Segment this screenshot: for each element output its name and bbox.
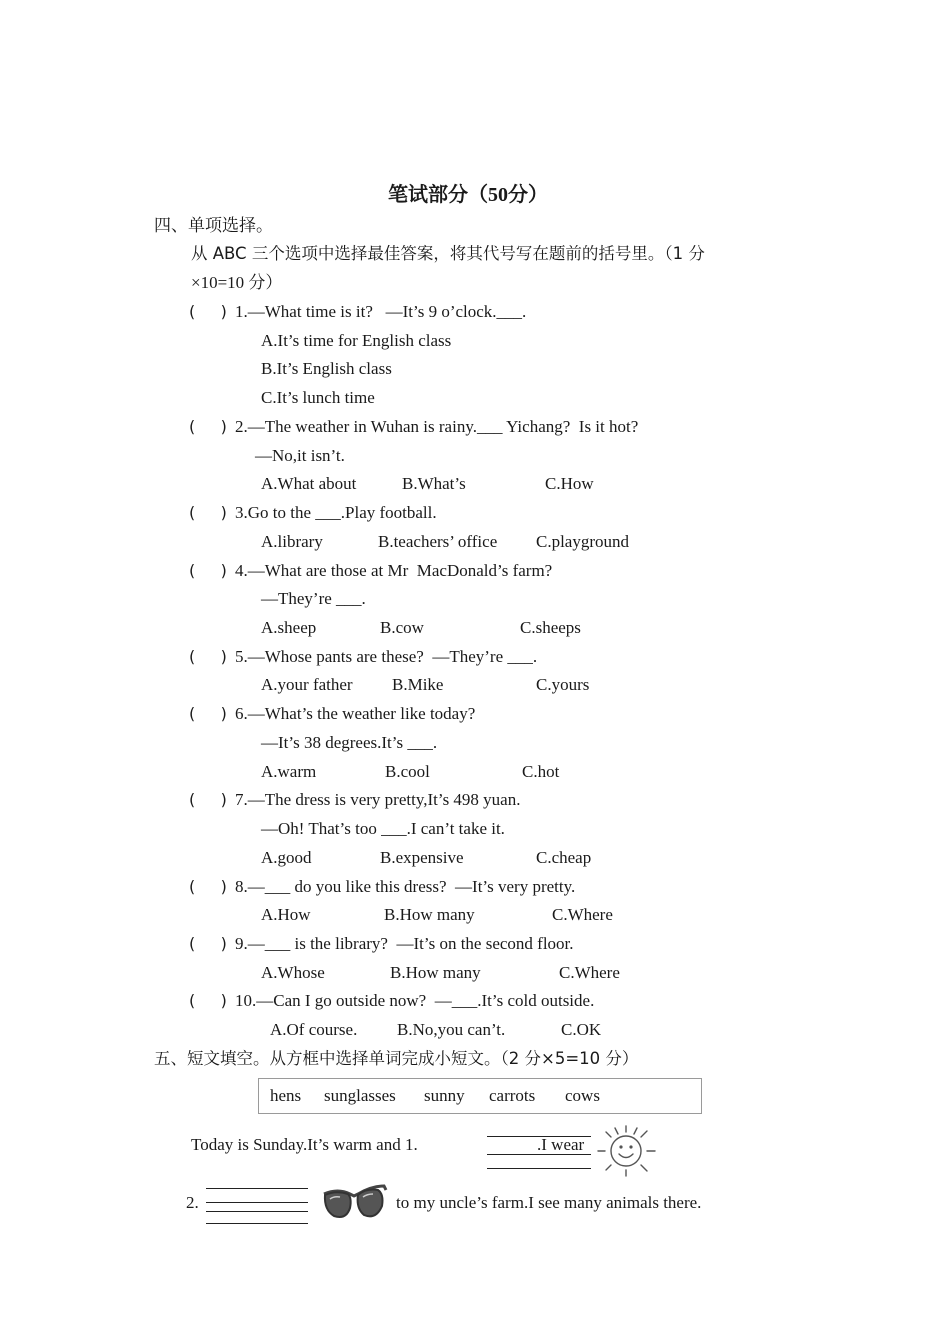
word-bank-item: sunny: [424, 1086, 465, 1105]
question-5: 5.—Whose pants are these? —They’re ___.: [235, 647, 538, 666]
q2-option-c: C.How: [545, 474, 594, 493]
q6-option-a: A.warm: [261, 762, 317, 781]
q6-option-c: C.hot: [522, 762, 560, 781]
q3-option-b: B.teachers’ office: [378, 532, 498, 551]
question-6-reply: —It’s 38 degrees.It’s ___.: [261, 733, 438, 752]
answer-paren-3[interactable]: ( ): [189, 503, 227, 522]
word-bank-item: sunglasses: [324, 1086, 396, 1105]
page-title: 笔试部分（50分）: [388, 184, 548, 206]
word-bank-item: carrots: [489, 1086, 536, 1105]
q4-option-b: B.cow: [380, 618, 424, 637]
q8-option-c: C.Where: [552, 905, 613, 924]
answer-paren-4[interactable]: ( ): [189, 561, 227, 580]
q3-option-c: C.playground: [536, 532, 630, 551]
answer-paren-5[interactable]: ( ): [189, 647, 227, 666]
answer-paren-8[interactable]: ( ): [189, 877, 227, 896]
passage-line-1: Today is Sunday.It’s warm and 1.: [191, 1135, 418, 1154]
q1-option-a: A.It’s time for English class: [261, 331, 452, 350]
section5-heading: 五、短文填空。从方框中选择单词完成小短文。（2 分×5=10 分）: [154, 1049, 639, 1068]
word-bank-item: hens: [270, 1086, 302, 1105]
question-2-reply: —No,it isn’t.: [255, 446, 345, 465]
section4-instruction-line1: 从 ABC 三个选项中选择最佳答案，将其代号写在题前的括号里。（1 分: [191, 244, 705, 263]
question-6: 6.—What’s the weather like today?: [235, 704, 476, 723]
sunglasses-icon: [320, 1180, 388, 1224]
section4-instruction-line2: ×10=10 分）: [191, 273, 283, 292]
q1-option-b: B.It’s English class: [261, 359, 392, 378]
answer-paren-1[interactable]: ( ): [189, 302, 227, 321]
question-10: 10.—Can I go outside now? —___.It’s cold outside.: [235, 991, 595, 1010]
passage-line-2: to my uncle’s farm.I see many animals there.: [396, 1193, 702, 1212]
question-9: 9.—___ is the library? —It’s on the second floor.: [235, 934, 574, 953]
q2-option-b: B.What’s: [402, 474, 466, 493]
q9-option-c: C.Where: [559, 963, 620, 982]
q10-option-b: B.No,you can’t.: [397, 1020, 506, 1039]
sun-icon: [595, 1124, 659, 1178]
answer-paren-7[interactable]: ( ): [189, 790, 227, 809]
q5-option-a: A.your father: [261, 675, 353, 694]
q4-option-a: A.sheep: [261, 618, 317, 637]
q5-option-c: C.yours: [536, 675, 590, 694]
answer-paren-9[interactable]: ( ): [189, 934, 227, 953]
question-1: 1.—What time is it? —It’s 9 o’clock.___.: [235, 302, 527, 321]
question-7-reply: —Oh! That’s too ___.I can’t take it.: [261, 819, 505, 838]
section4-heading: 四、单项选择。: [154, 216, 273, 236]
q9-option-b: B.How many: [390, 963, 481, 982]
q7-option-b: B.expensive: [380, 848, 464, 867]
question-3: 3.Go to the ___.Play football.: [235, 503, 437, 522]
q6-option-b: B.cool: [385, 762, 430, 781]
question-8: 8.—___ do you like this dress? —It’s very pretty.: [235, 877, 576, 896]
q2-option-a: A.What about: [261, 474, 357, 493]
word-bank-item: cows: [565, 1086, 600, 1105]
question-4: 4.—What are those at Mr MacDonald’s farm?: [235, 561, 553, 580]
q3-option-a: A.library: [261, 532, 323, 551]
question-7: 7.—The dress is very pretty,It’s 498 yuan.: [235, 790, 521, 809]
q9-option-a: A.Whose: [261, 963, 325, 982]
answer-paren-2[interactable]: ( ): [189, 417, 227, 436]
blank-2[interactable]: [206, 1186, 308, 1226]
q4-option-c: C.sheeps: [520, 618, 581, 637]
q5-option-b: B.Mike: [392, 675, 444, 694]
q7-option-c: C.cheap: [536, 848, 592, 867]
question-4-reply: —They’re ___.: [261, 589, 366, 608]
q7-option-a: A.good: [261, 848, 312, 867]
q10-option-c: C.OK: [561, 1020, 602, 1039]
question-2: 2.—The weather in Wuhan is rainy.___ Yichang? Is it hot?: [235, 417, 639, 436]
q8-option-b: B.How many: [384, 905, 475, 924]
answer-paren-10[interactable]: ( ): [189, 991, 227, 1010]
q8-option-a: A.How: [261, 905, 311, 924]
passage-line-1-tail: .I wear: [537, 1135, 585, 1154]
q1-option-c: C.It’s lunch time: [261, 388, 375, 407]
answer-paren-6[interactable]: ( ): [189, 704, 227, 723]
blank-2-number: 2.: [186, 1193, 199, 1212]
q10-option-a: A.Of course.: [270, 1020, 358, 1039]
